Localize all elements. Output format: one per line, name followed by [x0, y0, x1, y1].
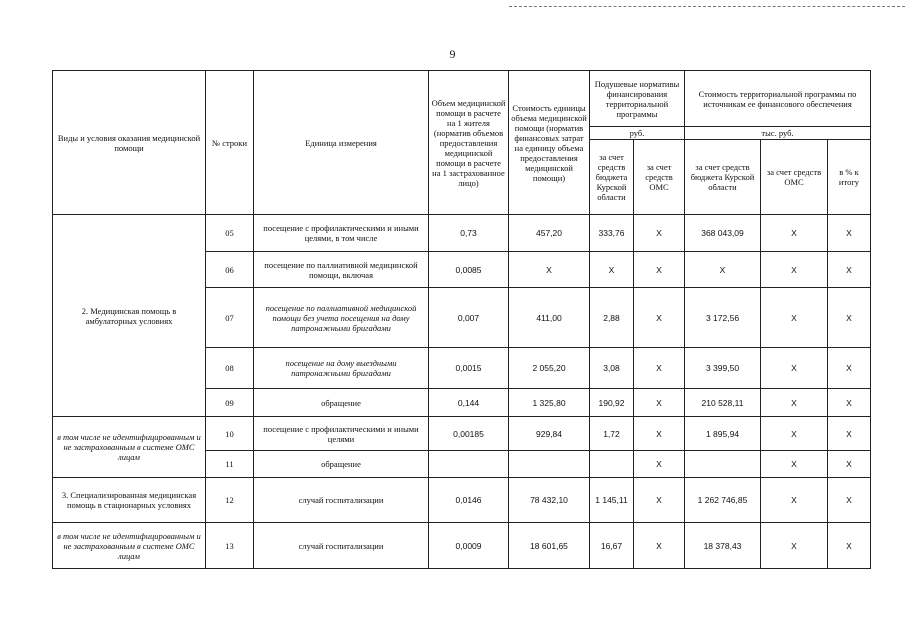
percap-budget-cell	[590, 451, 634, 478]
total-percent-cell: Х	[828, 451, 871, 478]
unit-cell: обращение	[254, 451, 429, 478]
header-row-no: № строки	[206, 71, 254, 215]
total-oms-cell: Х	[761, 523, 828, 569]
percap-oms-cell: Х	[634, 478, 685, 523]
header-per-capita: Подушевые нормативы финансирования территориальной программы	[590, 71, 685, 127]
unit-cell: случай госпитализации	[254, 478, 429, 523]
volume-cell: 0,00185	[429, 417, 509, 451]
group-ambulatory: 2. Медицинская помощь в амбулаторных условиях	[53, 215, 206, 417]
row-number: 10	[206, 417, 254, 451]
volume-cell: 0,73	[429, 215, 509, 252]
percap-oms-cell: Х	[634, 348, 685, 389]
group-stationary-uninsured: в том числе не идентифицированным и не застрахованным в системе ОМС лицам	[53, 523, 206, 569]
total-percent-cell: Х	[828, 417, 871, 451]
total-oms-cell: Х	[761, 389, 828, 417]
percap-budget-cell: 3,08	[590, 348, 634, 389]
cost-cell: 2 055,20	[509, 348, 590, 389]
row-number: 05	[206, 215, 254, 252]
volume-cell: 0,0146	[429, 478, 509, 523]
percap-oms-cell: Х	[634, 252, 685, 288]
unit-cell: случай госпитализации	[254, 523, 429, 569]
total-oms-cell: Х	[761, 252, 828, 288]
table-row	[53, 523, 871, 569]
cost-cell: 78 432,10	[509, 478, 590, 523]
total-budget-cell: 18 378,43	[685, 523, 761, 569]
volume-cell: 0,0015	[429, 348, 509, 389]
total-budget-cell	[685, 451, 761, 478]
total-budget-cell: 3 399,50	[685, 348, 761, 389]
volume-cell: 0,0085	[429, 252, 509, 288]
total-percent-cell: Х	[828, 478, 871, 523]
row-number: 08	[206, 348, 254, 389]
unit-cell: обращение	[254, 389, 429, 417]
total-budget-cell: 1 262 746,85	[685, 478, 761, 523]
unit-cell: посещение с профилактическими и иными целями, в том числе	[254, 215, 429, 252]
row-number: 07	[206, 288, 254, 348]
percap-oms-cell: Х	[634, 417, 685, 451]
row-number: 11	[206, 451, 254, 478]
percap-oms-cell: Х	[634, 288, 685, 348]
header-volume: Объем медицинской помощи в расчете на 1 жителя (норматив объемов предоставления медицинской помощи в расчете на 1 застрахованное лицо)	[429, 71, 509, 215]
percap-budget-cell: 1,72	[590, 417, 634, 451]
unit-cell: посещение по паллиативной медицинской помощи без учета посещения на дому патронажными бригадами	[254, 288, 429, 348]
top-rule	[509, 6, 905, 7]
volume-cell: 0,144	[429, 389, 509, 417]
cost-cell	[509, 451, 590, 478]
total-percent-cell: Х	[828, 389, 871, 417]
total-budget-cell: 3 172,56	[685, 288, 761, 348]
unit-cell: посещение по паллиативной медицинской помощи, включая	[254, 252, 429, 288]
total-percent-cell: Х	[828, 348, 871, 389]
total-percent-cell: Х	[828, 215, 871, 252]
cost-cell: 18 601,65	[509, 523, 590, 569]
total-oms-cell: Х	[761, 288, 828, 348]
table-row	[53, 478, 871, 523]
header-unit: Единица измерения	[254, 71, 429, 215]
header-percap-oms: за счет средств ОМС	[634, 140, 685, 215]
table-row	[53, 215, 871, 252]
total-percent-cell: Х	[828, 288, 871, 348]
header-total-oms: за счет средств ОМС	[761, 140, 828, 215]
group-ambulatory-uninsured: в том числе не идентифицированным и не застрахованным в системе ОМС лицам	[53, 417, 206, 478]
row-number: 09	[206, 389, 254, 417]
cost-cell: 929,84	[509, 417, 590, 451]
percap-oms-cell: Х	[634, 523, 685, 569]
header-percap-budget: за счет средств бюджета Курской области	[590, 140, 634, 215]
total-oms-cell: Х	[761, 417, 828, 451]
total-oms-cell: Х	[761, 215, 828, 252]
percap-oms-cell: Х	[634, 451, 685, 478]
total-percent-cell: Х	[828, 523, 871, 569]
row-number: 06	[206, 252, 254, 288]
percap-budget-cell: 16,67	[590, 523, 634, 569]
table-row	[53, 417, 871, 451]
volume-cell: 0,0009	[429, 523, 509, 569]
header-total-cost: Стоимость территориальной программы по источникам ее финансового обеспечения	[685, 71, 871, 127]
header-unit-rub: руб.	[590, 127, 685, 140]
percap-budget-cell: 190,92	[590, 389, 634, 417]
total-budget-cell: 368 043,09	[685, 215, 761, 252]
unit-cell: посещение с профилактическими и иными целями	[254, 417, 429, 451]
total-oms-cell: Х	[761, 451, 828, 478]
header-total-budget: за счет средств бюджета Курской области	[685, 140, 761, 215]
header-cost: Стоимость единицы объема медицинской помощи (норматив финансовых затрат на единицу объема предоставления медицинской помощи)	[509, 71, 590, 215]
header-kind: Виды и условия оказания медицинской помощи	[53, 71, 206, 215]
percap-budget-cell: 333,76	[590, 215, 634, 252]
total-oms-cell: Х	[761, 348, 828, 389]
volume-cell	[429, 451, 509, 478]
percap-oms-cell: Х	[634, 215, 685, 252]
header-unit-thousand-rub: тыс. руб.	[685, 127, 871, 140]
total-oms-cell: Х	[761, 478, 828, 523]
total-budget-cell: Х	[685, 252, 761, 288]
total-percent-cell: Х	[828, 252, 871, 288]
unit-cell: посещение на дому выездными патронажными бригадами	[254, 348, 429, 389]
cost-cell: Х	[509, 252, 590, 288]
row-number: 12	[206, 478, 254, 523]
percap-budget-cell: 2,88	[590, 288, 634, 348]
financing-table	[52, 70, 871, 569]
cost-cell: 1 325,80	[509, 389, 590, 417]
cost-cell: 411,00	[509, 288, 590, 348]
group-stationary: 3. Специализированная медицинская помощь в стационарных условиях	[53, 478, 206, 523]
total-budget-cell: 210 528,11	[685, 389, 761, 417]
row-number: 13	[206, 523, 254, 569]
header-total-percent: в % к итогу	[828, 140, 871, 215]
page-number: 9	[449, 47, 456, 61]
percap-budget-cell: Х	[590, 252, 634, 288]
total-budget-cell: 1 895,94	[685, 417, 761, 451]
cost-cell: 457,20	[509, 215, 590, 252]
percap-oms-cell: Х	[634, 389, 685, 417]
volume-cell: 0,007	[429, 288, 509, 348]
percap-budget-cell: 1 145,11	[590, 478, 634, 523]
